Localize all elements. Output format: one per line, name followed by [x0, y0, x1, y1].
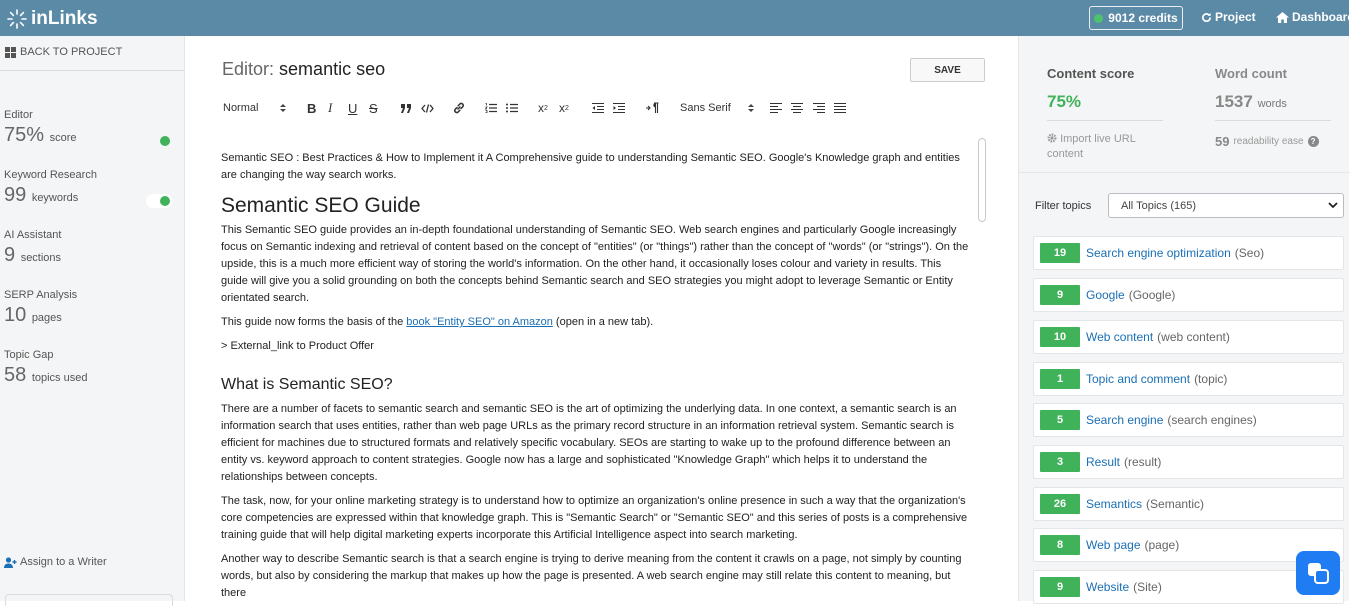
italic-button[interactable]: I — [328, 100, 333, 115]
topic-count-badge: 9 — [1040, 577, 1080, 597]
link-icon — [453, 102, 465, 114]
topic-name[interactable]: Semantics — [1086, 497, 1143, 511]
select-arrows-icon — [280, 103, 286, 113]
intro-paragraph: Semantic SEO : Best Practices & How to Implement it A Comprehensive guide to understanding Semantic SEO. Google's Knowledge graph and entities are changing the way search works. — [221, 152, 960, 181]
topic-alias: (Semantic) — [1146, 497, 1205, 511]
topic-item[interactable] — [1033, 320, 1344, 354]
format-select[interactable]: Normal — [223, 98, 286, 118]
word-count-label: Word count — [1215, 66, 1287, 81]
sidebar-item-label: Editor — [4, 109, 33, 121]
document-title: semantic seo — [279, 59, 386, 79]
back-to-project-link[interactable] — [5, 46, 122, 58]
sidebar-item-value: 10 pages — [4, 304, 62, 326]
word-count-value: 1537 words — [1215, 92, 1287, 111]
topic-count-badge: 8 — [1040, 535, 1080, 555]
sidebar-item-value: 75% score — [4, 124, 77, 146]
sidebar-item-topic-gap[interactable] — [4, 349, 179, 387]
bold-button[interactable]: B — [307, 100, 317, 116]
topic-alias: (result) — [1124, 455, 1162, 469]
sidebar-item-serp-analysis[interactable] — [4, 289, 179, 327]
topic-name[interactable]: Website — [1086, 580, 1130, 594]
body-paragraph: There are a number of facets to semantic search and semantic SEO is the art of optimizing the underlying data. In one context, a semantic search is an information search that uses entities, rather than web page URLs as the primary record structure in an information retrieval system. Semantic search is efficient for machines due to structured formats and relatively specific vocabulary. SEOs are starting to wake up to the profound difference between an entity vs. keyword approach to content strategies. Google now has a large and sophisticated "Knowledge Graph" which helps it to understand the relationships between concepts. — [221, 403, 957, 483]
assign-writer-label: Assign to a Writer — [20, 556, 107, 568]
editor-toolbar — [222, 98, 982, 118]
topic-count-badge: 9 — [1040, 285, 1080, 305]
topic-alias: (Site) — [1133, 580, 1162, 594]
content-heading-2: What is Semantic SEO? — [221, 376, 393, 393]
align-justify-icon — [834, 103, 846, 113]
topic-count-badge: 5 — [1040, 410, 1080, 430]
filter-topics-label: Filter topics — [1035, 200, 1092, 212]
project-link[interactable] — [1201, 10, 1256, 24]
dashboard-link[interactable] — [1276, 10, 1355, 24]
page-title: Editor: semantic seo — [222, 59, 386, 79]
sidebar-divider — [0, 70, 184, 71]
align-center-icon — [791, 103, 803, 113]
sidebar-footer-box — [5, 594, 173, 606]
credits-status-dot — [1094, 14, 1103, 23]
outdent-icon — [592, 103, 604, 113]
select-arrows-icon — [748, 103, 754, 113]
refresh-icon — [1201, 12, 1212, 23]
body-paragraph: The task, now, for your online marketing strategy is to understand how to optimize an organization's online presence in such a way that the organization's core competencies are expressed within that knowledge graph. This is "Semantic Search" or "Semantic SEO" and this series of posts is a comprehensive training guide that will help digital marketing experts incorporate this Artificial Intelligence aspect into search marketing. — [221, 495, 968, 541]
gear-icon — [1047, 133, 1057, 143]
align-justify-button[interactable] — [834, 98, 846, 118]
body-paragraph: This guide now forms the basis of the book "Entity SEO" on Amazon (open in a new tab). — [221, 316, 654, 328]
align-right-icon — [813, 103, 825, 113]
align-left-button[interactable] — [770, 98, 782, 118]
topic-name[interactable]: Web content — [1086, 330, 1154, 344]
brand-name: inLinks — [31, 8, 98, 29]
import-url-label: Import live URL content — [1047, 133, 1136, 160]
ordered-list-button[interactable] — [485, 98, 497, 118]
subscript-button[interactable]: x 2 — [538, 101, 548, 115]
grid-icon — [5, 47, 16, 58]
topic-name[interactable]: Web page — [1086, 538, 1141, 552]
quote-icon — [401, 104, 412, 113]
credits-label: 9012 credits — [1108, 11, 1178, 25]
amazon-book-link[interactable]: book "Entity SEO" on Amazon — [406, 316, 553, 328]
save-button[interactable]: SAVE — [910, 58, 985, 82]
text-direction-button[interactable] — [646, 98, 659, 118]
status-toggle — [146, 194, 172, 208]
sidebar-item-editor[interactable] — [4, 109, 179, 147]
assign-writer-link[interactable] — [4, 556, 107, 568]
topic-count-badge: 10 — [1040, 327, 1080, 347]
topic-alias: (search engines) — [1167, 413, 1257, 427]
panel-divider — [1019, 172, 1350, 173]
topic-count-badge: 26 — [1040, 494, 1080, 514]
sidebar-item-value: 58 topics used — [4, 364, 88, 386]
topic-name[interactable]: Search engine — [1086, 413, 1164, 427]
chevron-down-icon — [1328, 202, 1338, 209]
content-score-label: Content score — [1047, 66, 1135, 81]
editor-scrollbar[interactable] — [978, 138, 986, 222]
user-plus-icon — [4, 557, 17, 568]
body-paragraph: > External_link to Product Offer — [221, 340, 374, 352]
bullet-list-icon — [506, 103, 518, 113]
brand-logo[interactable] — [7, 8, 98, 30]
sidebar-item-label: Keyword Research — [4, 169, 97, 181]
home-icon — [1276, 12, 1289, 23]
inlinks-logo-icon — [7, 9, 27, 29]
credits-button[interactable] — [1089, 6, 1183, 30]
back-to-project-label: BACK TO PROJECT — [20, 46, 123, 58]
body-paragraph: Another way to describe Semantic search is that a search engine is trying to derive meaning from the content it crawls on a page, not simply by counting words, but also by considering the markup that makes up how the page is presented. A web search engine may still relate this content to meaning, but there — [221, 553, 962, 599]
topic-count-badge: 3 — [1040, 452, 1080, 472]
font-select[interactable]: Sans Serif — [680, 98, 754, 118]
body-paragraph: This Semantic SEO guide provides an in-depth foundational understanding of Semantic SEO. Web search engines and particularly Google increasingly focus on Semantic indexing and retrieval of content based on the concept of "entities" (or "things") rather than the concept of "words" (or "strings"). On the upside, this is a much more efficient way of storing the world's information. On the other hand, it occasionally loses colour and variety in results. This guide will give you a solid grounding on both the concepts behind Semantic search and SEO strategies you might adopt to leverage Semantic or Entity orientated search. — [221, 224, 969, 304]
link-button[interactable] — [453, 98, 465, 118]
code-button[interactable] — [421, 98, 434, 118]
indent-icon — [613, 103, 625, 113]
topic-count-badge: 19 — [1040, 243, 1080, 263]
sidebar-item-keyword-research[interactable] — [4, 169, 179, 207]
help-icon[interactable]: ? — [1308, 136, 1319, 147]
import-url-link[interactable] — [1047, 132, 1165, 162]
topic-item[interactable] — [1033, 445, 1344, 479]
topic-item[interactable] — [1033, 362, 1344, 396]
topic-name[interactable]: Topic and comment — [1086, 372, 1191, 386]
sidebar-item-value: 99 keywords — [4, 184, 79, 206]
status-dot — [160, 136, 170, 146]
indent-button[interactable] — [613, 98, 625, 118]
sidebar-item-value: 9 sections — [4, 244, 62, 266]
dashboard-label: Dashboard — [1292, 10, 1355, 24]
topic-item[interactable] — [1033, 236, 1344, 270]
chat-icon — [1307, 562, 1329, 584]
topic-item[interactable] — [1033, 487, 1344, 521]
align-center-button[interactable] — [791, 98, 803, 118]
left-sidebar — [0, 36, 185, 601]
divider — [1215, 120, 1331, 121]
ordered-list-icon — [485, 103, 497, 113]
divider — [1047, 120, 1163, 121]
filter-topics-select[interactable]: All Topics (165) — [1108, 193, 1344, 218]
topic-count-badge: 1 — [1040, 369, 1080, 389]
top-bar — [0, 0, 1355, 36]
sidebar-item-label: AI Assistant — [4, 229, 62, 241]
topic-alias: (web content) — [1157, 330, 1230, 344]
editor-content[interactable] — [221, 150, 969, 599]
blockquote-button[interactable] — [401, 98, 412, 118]
project-label: Project — [1215, 10, 1256, 24]
topic-item[interactable] — [1033, 403, 1344, 437]
readability-score: 59 readability ease ? — [1215, 134, 1319, 149]
sidebar-item-label: SERP Analysis — [4, 289, 78, 301]
topic-name[interactable]: Search engine optimization — [1086, 246, 1231, 260]
sidebar-item-ai-assistant[interactable] — [4, 229, 179, 267]
underline-button[interactable]: U — [348, 100, 358, 116]
content-score-value: 75% — [1047, 92, 1082, 111]
code-icon — [421, 104, 434, 113]
chat-widget-button[interactable] — [1296, 551, 1340, 595]
sidebar-item-label: Topic Gap — [4, 349, 54, 361]
topic-alias: (page) — [1144, 538, 1180, 552]
content-heading-1: Semantic SEO Guide — [221, 194, 421, 217]
topic-name[interactable]: Google — [1086, 288, 1125, 302]
bullet-list-button[interactable] — [506, 98, 518, 118]
strike-button[interactable]: S — [369, 100, 378, 116]
outdent-button[interactable] — [592, 98, 604, 118]
topic-item[interactable] — [1033, 278, 1344, 312]
paragraph-direction-icon — [646, 103, 659, 113]
align-right-button[interactable] — [813, 98, 825, 118]
topic-alias: (Seo) — [1234, 246, 1265, 260]
topic-name[interactable]: Result — [1086, 455, 1121, 469]
topic-alias: (topic) — [1194, 372, 1228, 386]
topic-alias: (Google) — [1128, 288, 1176, 302]
right-panel — [1018, 36, 1349, 601]
align-left-icon — [770, 103, 782, 113]
superscript-button[interactable]: x 2 — [559, 101, 569, 115]
